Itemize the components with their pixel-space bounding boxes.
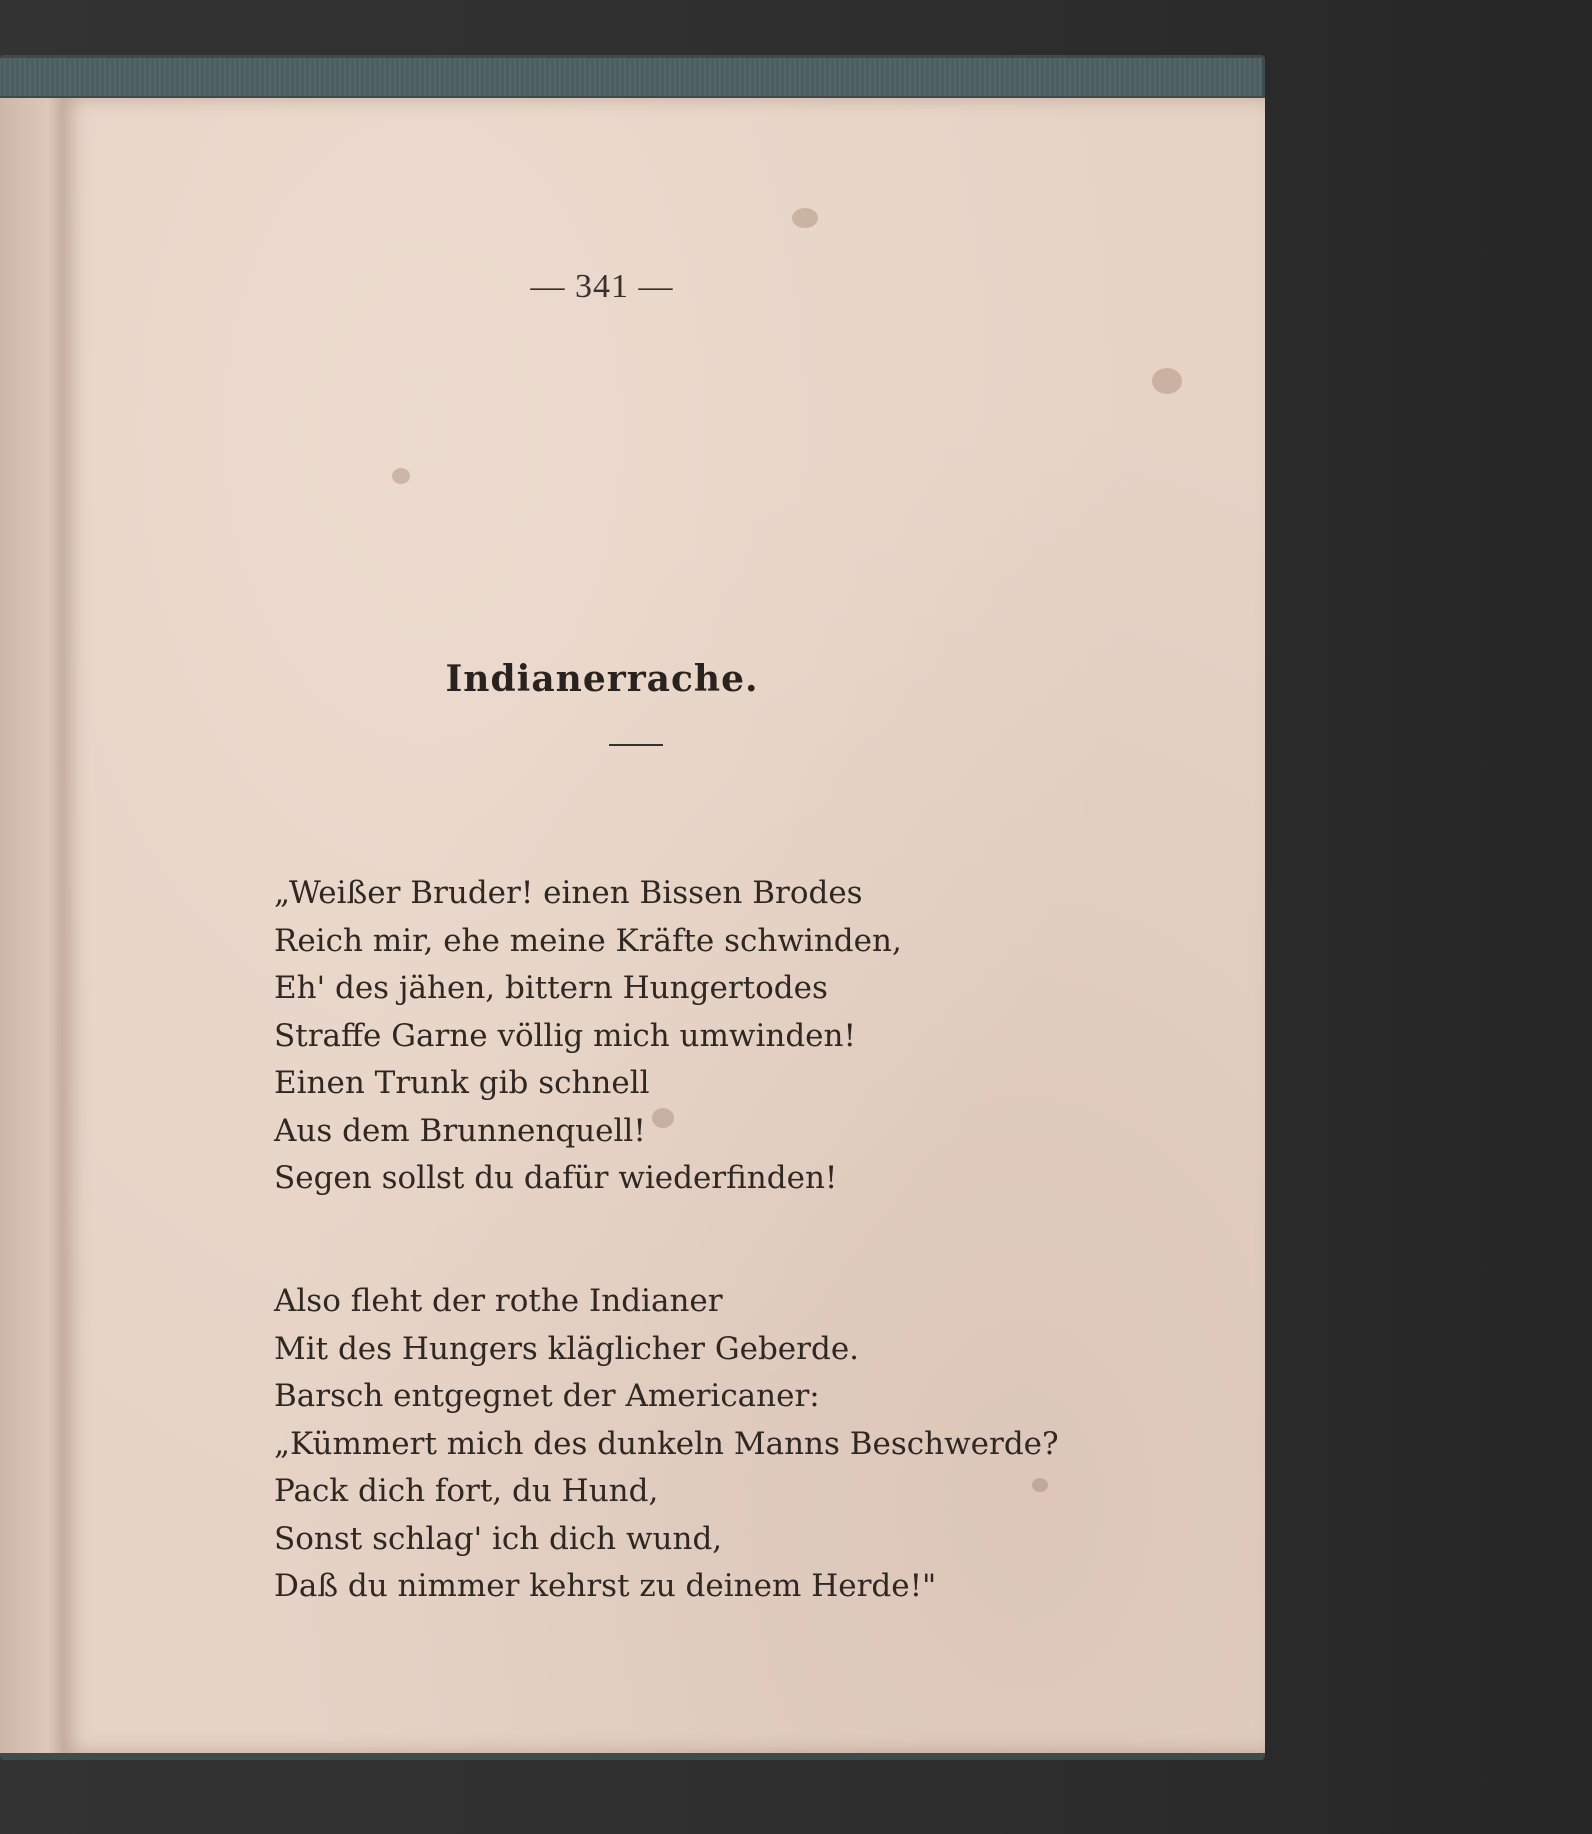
paper-stain — [392, 468, 410, 484]
verse-line: Einen Trunk gib schnell — [274, 1065, 650, 1101]
verse-line: Segen sollst du dafür wiederfinden! — [274, 1160, 838, 1196]
page-number: — 341 — — [530, 268, 674, 305]
verse-line: „Weißer Bruder! einen Bissen Brodes — [274, 875, 863, 911]
verse-line: Mit des Hungers kläglicher Geberde. — [274, 1330, 860, 1367]
book-page — [62, 98, 1265, 1753]
verse-line: Eh' des jähen, bittern Hungertodes — [274, 970, 828, 1006]
paper-stain — [792, 208, 818, 228]
verse-line: „Kümmert mich des dunkeln Manns Beschwerde? — [274, 1425, 1059, 1462]
poem-stanza-2 — [274, 1278, 1134, 1611]
verse-line: Reich mir, ehe meine Kräfte schwinden, — [274, 922, 902, 959]
book-cover-edge — [0, 58, 1262, 96]
verse-line: Also fleht der rothe Indianer — [274, 1283, 723, 1319]
verse-line: Aus dem Brunnenquell! — [274, 1112, 646, 1149]
poem-title: Indianerrache. — [445, 658, 759, 700]
title-divider — [609, 744, 663, 746]
verse-line: Pack dich fort, du Hund, — [274, 1473, 659, 1509]
verse-line: Sonst schlag' ich dich wund, — [274, 1520, 723, 1557]
poem-stanza-1 — [274, 870, 1134, 1203]
paper-stain — [1152, 368, 1182, 394]
verse-line: Daß du nimmer kehrst zu deinem Herde!" — [274, 1568, 937, 1604]
verse-line: Barsch entgegnet der Americaner: — [274, 1378, 820, 1414]
left-page-edge — [0, 98, 68, 1753]
verse-line: Straffe Garne völlig mich umwinden! — [274, 1017, 856, 1054]
